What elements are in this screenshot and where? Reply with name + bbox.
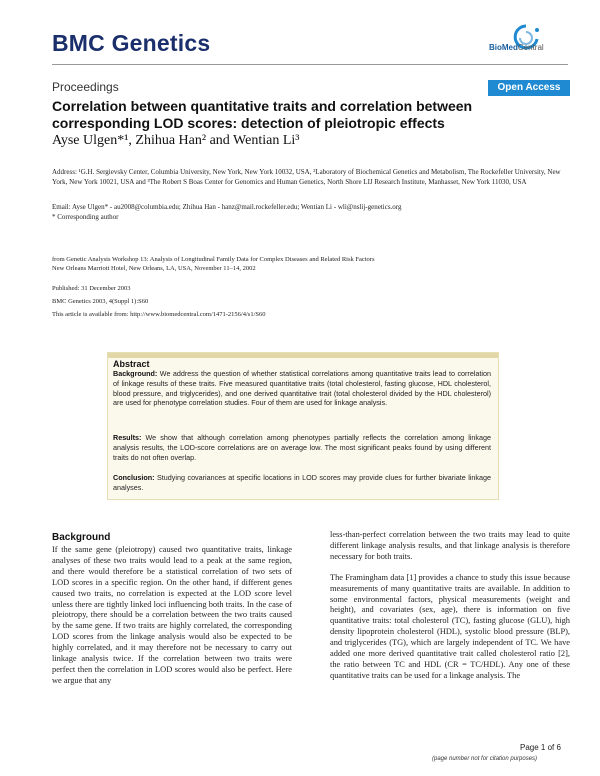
publisher-central: Central <box>517 43 544 52</box>
body-column-left <box>52 532 292 697</box>
workshop-line-2: New Orleans Marriott Hotel, New Orleans, LA, USA, November 11–14, 2002 <box>52 265 256 272</box>
header-divider <box>52 64 568 65</box>
page-number: Page 1 of 6 <box>520 743 561 752</box>
abstract-top-bar <box>108 353 498 358</box>
abstract-background-text: We address the question of whether statistical correlations among quantitative traits lead to correlation of linkage results of these traits. Five measured quantitative traits (total cholesterol, fasting glucose, HDL cholesterol, blood pressure, and triglycerides), and one derived quantitative trait (total cholesterol divided by the HDL cholesterol) are used for phenotype correlation studies. Four of them are used for linkage analysis. <box>113 369 491 408</box>
section-label: Proceedings <box>52 80 119 94</box>
email-line: Email: Ayse Ulgen* - au2008@columbia.edu; Zhihua Han - hanz@mail.rockefeller.edu; Wentian Li - wli@nslij-genetics.org <box>52 203 402 211</box>
abstract-conclusion-label: Conclusion: <box>113 473 155 482</box>
journal-title: BMC Genetics <box>52 30 211 56</box>
body-paragraph: If the same gene (pleiotropy) caused two quantitative traits, linkage analyses of these two traits would lead to a peak at the same region, and there would therefore be a statistical correlation of two sets of LOD scores in a specific region. On the other hand, if different genes caused two traits, no correlation is expected at the LOD score level unless there are tightly linked loci influencing both traits. In the case of pleiotropy, there should be a correlation between the two traits caused by the same gene. If two traits are highly correlated, the corresponding LOD scores from the linkage analysis would also be expected to be highly correlated, and it may therefore not be necessary to carry out linkage analysis twice. If the correlation between two traits were perfect then the correlation in LOD scores would also be perfect. Here we argue that any <box>52 545 292 685</box>
body-paragraph: less-than-perfect correlation between the two traits may lead to quite different linkage analysis results, and that linkage analysis is therefore necessary for both traits. <box>330 530 570 561</box>
citation: BMC Genetics 2003, 4(Suppl 1):S60 <box>52 298 149 305</box>
page-number-note: (page number not for citation purposes) <box>432 756 538 762</box>
workshop-line-1: from Genetic Analysis Workshop 13: Analysis of Longitudinal Family Data for Complex Diseases and Related Risk Factors <box>52 256 375 263</box>
abstract-background <box>113 369 491 408</box>
published-date: Published: 31 December 2003 <box>52 285 131 292</box>
background-heading: Background <box>52 532 111 543</box>
publisher-name <box>489 43 544 52</box>
abstract-conclusion-text: Studying covariances at specific locations in LOD scores may provide clues for further bivariate linkage analyses. <box>113 473 491 492</box>
abstract-background-label: Background: <box>113 369 158 378</box>
corresponding-author-note: * Corresponding author <box>52 212 119 221</box>
abstract-results <box>113 433 491 462</box>
open-access-badge: Open Access <box>488 80 570 96</box>
article-url[interactable]: This article is available from: http://www.biomedcentral.com/1471-2156/4/s1/S60 <box>52 311 266 318</box>
author-email <box>52 203 567 222</box>
article-title: Correlation between quantitative traits and correlation between corresponding LOD scores: detection of pleiotropic effects <box>52 98 473 131</box>
abstract-box <box>107 352 499 500</box>
abstract-results-text: We show that although correlation among phenotypes partially reflects the correlation among linkage analysis results, the LOD-score correlations are on average low. The most significant peaks found by using different traits do not often overlap. <box>113 433 491 462</box>
author-address: Address: ¹G.H. Sergievsky Center, Columbia University, New York, New York 10032, USA, ²Laboratory of Biochemical Genetics and Metabolism, The Rockefeller University, New York, New York 10021, USA and ³The Robert S Boas Center for Genomics and Human Genetics, North Shore LIJ Research Institute, Manhasset, New York 11030, USA <box>52 168 561 186</box>
publisher-bio: BioMed <box>489 43 518 52</box>
workshop-info <box>52 255 552 273</box>
body-column-right <box>330 530 570 692</box>
author-list: Ayse Ulgen*¹, Zhihua Han² and Wentian Li³ <box>52 133 300 148</box>
abstract-results-label: Results: <box>113 433 142 442</box>
abstract-heading: Abstract <box>113 359 150 369</box>
abstract-conclusion <box>113 473 491 493</box>
body-paragraph: The Framingham data [1] provides a chance to study this issue because measurements of many quantitative traits are available. In addition to some environmental factors, physical measurements (weight and height), and covariates (sex, age), there is information on five quantitative traits: total cholesterol (TC), fasting glucose (GLU), high density lipoprotein cholesterol (HDL), systolic blood pressure (BLP), and triglycerides (TG), which are largely independent of TC. We have added one more derived quantitative trait called cholesterol ratio [2], the ratio between TC and HDL (CR = TC/HDL). Any one of these quantitative traits can be used for a linkage analysis. The <box>330 572 570 680</box>
